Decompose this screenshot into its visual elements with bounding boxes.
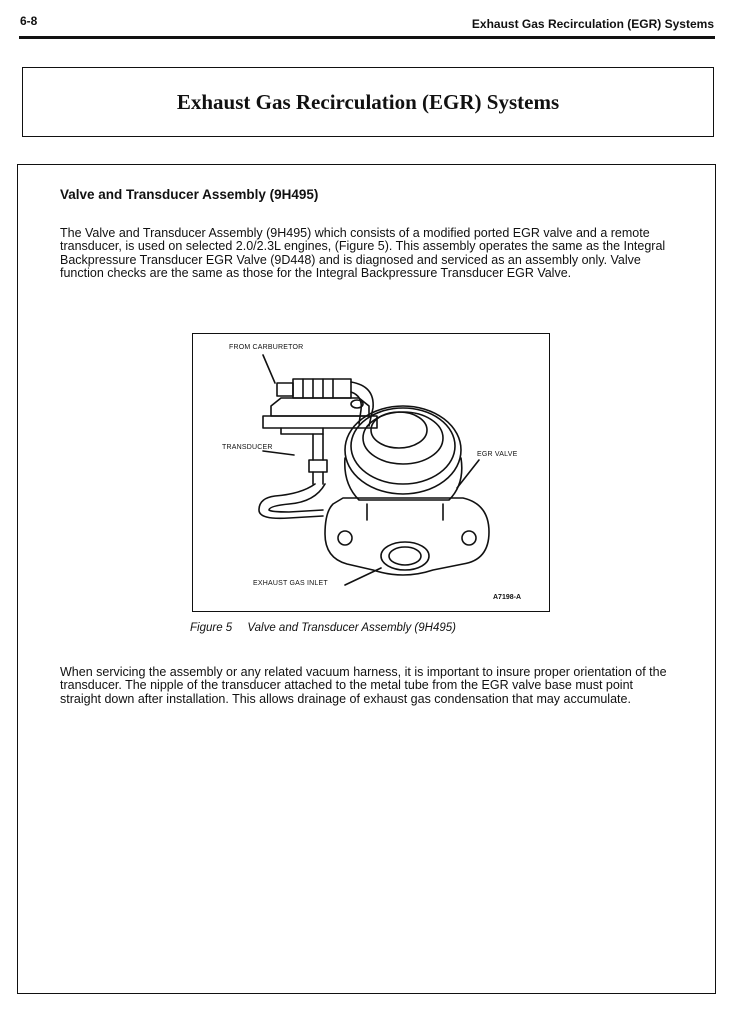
callout-exhaust-gas-inlet: EXHAUST GAS INLET (253, 580, 328, 587)
page-title: Exhaust Gas Recirculation (EGR) Systems (176, 89, 560, 114)
figure-id: A7198-A (493, 594, 522, 601)
figure-caption-number: Figure 5 (190, 622, 233, 634)
running-header-title: Exhaust Gas Recirculation (EGR) Systems (471, 17, 714, 31)
leader-from-carburetor (263, 355, 275, 383)
leader-egr-valve (457, 460, 479, 488)
servicing-paragraph: When servicing the assembly or any related vacuum harness, it is important to insure proper orientation of the transducer. The nipple of the transducer attached to the metal tube from the EGR valve base must point straight down after installation. This allows drainage of exhaust gas condensation that may accumulate. (60, 665, 667, 706)
header-rule (19, 36, 715, 39)
vacuum-connector (277, 383, 293, 396)
content-box (17, 164, 716, 994)
callout-transducer: TRANSDUCER (222, 444, 273, 451)
section-heading: Valve and Transducer Assembly (9H495) (60, 187, 319, 202)
figure-frame (192, 333, 550, 612)
callout-from-carburetor: FROM CARBURETOR (229, 344, 304, 351)
figure-caption-text: Valve and Transducer Assembly (9H495) (247, 622, 456, 634)
leader-transducer (263, 451, 294, 455)
title-box (22, 67, 714, 137)
intro-paragraph: The Valve and Transducer Assembly (9H495) which consists of a modified ported EGR valve and a remote transducer, is used on selected 2.0/2.3L engines, (Figure 5). This assembly operates the same as the Integral Backpressure Transducer EGR Valve (9D448) and is diagnosed and serviced as an assembly only. Valve function checks are the same as those for the Integral Backpressure Transducer EGR Valve. (60, 226, 666, 280)
callout-egr-valve: EGR VALVE (477, 451, 518, 458)
metal-tube (259, 484, 323, 518)
egr-valve-illustration (193, 334, 550, 612)
egr-valve-base (325, 498, 489, 575)
figure-caption (190, 622, 456, 634)
page-number: 6-8 (20, 14, 38, 28)
egr-valve-dome (345, 406, 461, 494)
